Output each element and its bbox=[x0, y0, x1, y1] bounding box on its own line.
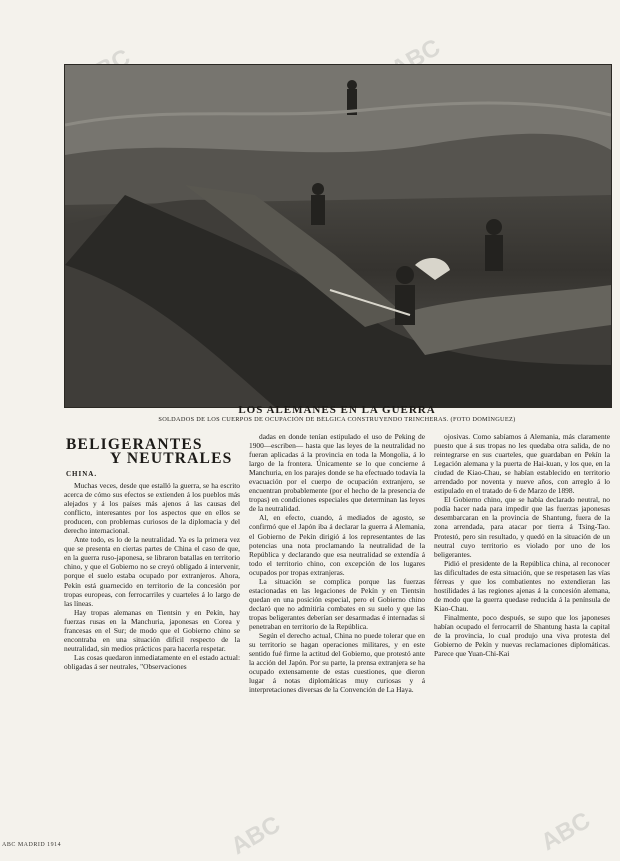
paragraph: Finalmente, poco después, se supo que los japoneses habían ocupado el ferrocarril de Shantung hasta la capital de la provincia, lo cual produjo una viva protesta del Gobierno de Pekín y nuevas reclamaciones diplomáticas. Parece que Yuan-Chi-Kai bbox=[434, 612, 610, 659]
paragraph: Ante todo, es lo de la neutralidad. Ya es la primera vez que se presenta en ciertas partes de China el caso de que, en la guerra ruso-japonesa, se libraron batallas en territorio chino, y que el Gobierno no se creyó obligado á intervenir, porque el suelo estaba ocupado por extranjeros. Ahora, Pekín está guarnecido en territorio de la concesión por tropas europeas, con ferrocarriles y cuarteles á lo largo de las líneas. bbox=[64, 535, 240, 608]
paragraph: ojosivas. Como sabíamos á Alemania, más claramente puesto que á sus tropas no les quedaba otra salida, de no reintegrarse en sus cuarteles, que guardaban en Pekín la Legación alemana y la puerta de Hai-kuan, y los que, en la ciudad de Kiao-Chau, se habían establecido en territorio arrendado por noventa y nueve años, con arreglo á lo estipulado en el tratado de 6 de Marzo de 1898. bbox=[434, 432, 610, 496]
page-footer: ABC MADRID 1914 bbox=[2, 842, 62, 848]
watermark-logo: ABC bbox=[536, 806, 596, 857]
article-heading-line-1: BELIGERANTES bbox=[66, 436, 203, 453]
paragraph: Hay tropas alemanas en Tientsin y en Pekín, hay fuerzas rusas en la Manchuria, japonesas en Corea y francesas en el Sur; de modo que el Gobierno chino se encontraba en una situación difícil respecto de la neutralidad, sin medios prácticos para hacerla respetar. bbox=[64, 607, 240, 653]
paragraph: El Gobierno chino, que se había declarado neutral, no podía hacer nada para impedir que las fuerzas japonesas desembarcaran en la provincia de Shantung, fuera de la zona arrendada, para atacar por tierra á Tsing-Tao. Protestó, pero sin resultado, y quedó en la situación de un neutral cuyo territorio es violado por uno de los beligerantes. bbox=[434, 495, 610, 559]
paragraph: La situación se complica porque las fuerzas estacionadas en las legaciones de Pekín y en Tientsin quedan en una posición especial, pero el Gobierno chino declaró que no admitiría combates en su suelo y que las tropas beligerantes deberían ser desarmadas é internadas si penetraban en territorio de la República. bbox=[249, 576, 425, 631]
photo-caption-subtitle: SOLDADOS DE LOS CUERPOS DE OCUPACIÓN DE BÉLGICA CONSTRUYENDO TRINCHERAS. (FOTO DOMÍNGUEZ) bbox=[158, 416, 516, 423]
photo-caption-title: LOS ALEMANES EN LA GUERRA bbox=[238, 404, 436, 416]
paragraph: Muchas veces, desde que estalló la guerra, se ha escrito acerca de cómo sus efectos se extienden á los pueblos más alejados y á los países más ajenos á las causas del conflicto, interesantes por los aspectos que en ellos se producen, con problemas curiosos de la diplomacia y del derecho internacional. bbox=[64, 481, 240, 536]
paragraph: dadas en donde tenían estipulado el uso de Peking de 1900—escriben— hasta que las leyes de la neutralidad no fueran aplicadas á la provincia en toda la Mongolia, á lo largo de la frontera. Únicamente se lo que concierne á Manchuria, en los parajes donde se ha efectuado todavía la evacuación por el cuerpo de ocupación extranjero, se encuentran probablemente (por el hecho de la presencia de tropas) en condiciones especiales que determinan las leyes de la neutralidad. bbox=[249, 432, 425, 514]
paragraph: Las cosas quedaron inmediatamente en el estado actual: obligadas á ser neutrales, "Observaciones bbox=[64, 652, 240, 671]
watermark-logo: ABC bbox=[226, 810, 286, 861]
trench-photo-illustration bbox=[65, 65, 611, 407]
watermark-logo: ABC bbox=[386, 33, 446, 84]
trench-photograph bbox=[64, 64, 612, 408]
paragraph: Pidió el presidente de la República china, al reconocer las dificultades de esta situación, que se respetasen las vías férreas y que los combatientes no extendieran las hostilidades á las regiones ajenas á la concesión alemana, de modo que la guerra quedase reducida á la península de Kiao-Chau. bbox=[434, 558, 610, 613]
article-column-1 bbox=[64, 481, 240, 841]
article-dateline: CHINA. bbox=[66, 470, 98, 478]
paragraph: Al, en efecto, cuando, á mediados de agosto, se confirmó que el Japón iba á declarar la guerra á Alemania, el Gobierno de Pekín dirigió á los representantes de las potencias una nota proclamando la neutralidad de la República y declarando que esa neutralidad se extendía á todo el territorio chino, con excepción de los lugares ocupados por tropas extranjeras. bbox=[249, 513, 425, 577]
paragraph: Según el derecho actual, China no puede tolerar que en su territorio se hagan operaciones militares, y en este sentido fué firme la actitud del Gobierno, que protestó ante la acción del Japón. Por su parte, la prensa extranjera se ha ocupado extensamente de estas cuestiones, que dieron lugar á notas diplomáticas muy curiosas y á interpretaciones diversas de la Convención de La Haya. bbox=[249, 631, 425, 695]
article-column-3 bbox=[434, 432, 610, 842]
article-heading-line-2: Y NEUTRALES bbox=[110, 450, 233, 467]
article-column-2 bbox=[249, 432, 425, 842]
